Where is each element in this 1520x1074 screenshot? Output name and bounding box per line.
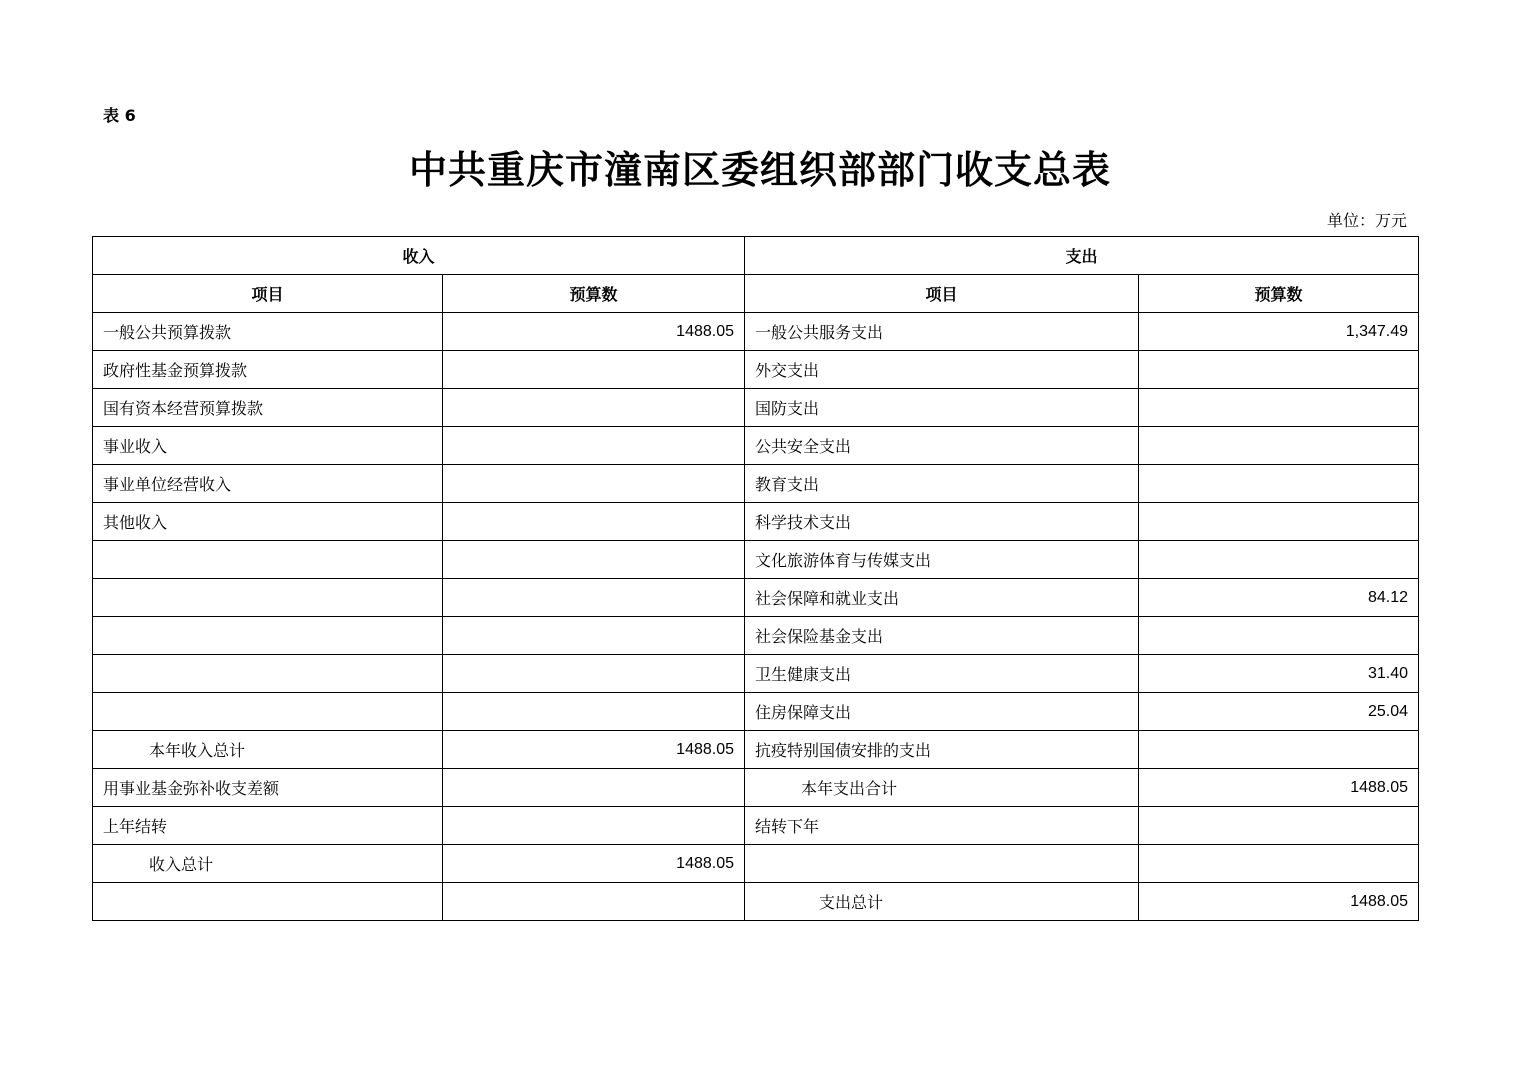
expense-item-cell: 教育支出 [745, 465, 1139, 503]
expense-budget-cell [1139, 845, 1419, 883]
expense-item-cell: 社会保障和就业支出 [745, 579, 1139, 617]
expense-subtotal-cell: 本年支出合计 [745, 769, 1139, 807]
income-group-header: 收入 [93, 237, 745, 275]
expense-budget-cell [1139, 617, 1419, 655]
income-budget-cell [443, 465, 745, 503]
unit-label: 单位：万元 [1326, 211, 1407, 230]
expense-budget-cell [1139, 807, 1419, 845]
expense-budget-cell: 1488.05 [1139, 769, 1419, 807]
table-row [93, 389, 1419, 427]
table-row [93, 617, 1419, 655]
income-item-cell: 政府性基金预算拨款 [93, 351, 443, 389]
income-item-cell: 上年结转 [93, 807, 443, 845]
expense-group-header: 支出 [745, 237, 1419, 275]
table-row [93, 351, 1419, 389]
income-item-cell: 用事业基金弥补收支差额 [93, 769, 443, 807]
income-item-cell [93, 693, 443, 731]
expense-item-cell: 国防支出 [745, 389, 1139, 427]
income-budget-cell [443, 883, 745, 921]
expense-budget-cell: 1,347.49 [1139, 313, 1419, 351]
table-row [93, 313, 1419, 351]
income-item-cell [93, 579, 443, 617]
income-item-cell: 事业收入 [93, 427, 443, 465]
expense-budget-cell: 84.12 [1139, 579, 1419, 617]
table-row [93, 655, 1419, 693]
income-item-cell: 国有资本经营预算拨款 [93, 389, 443, 427]
income-item-cell: 事业单位经营收入 [93, 465, 443, 503]
income-budget-cell [443, 541, 745, 579]
table-row [93, 541, 1419, 579]
income-budget-cell [443, 503, 745, 541]
income-item-cell [93, 541, 443, 579]
income-item-cell [93, 655, 443, 693]
expense-budget-cell [1139, 351, 1419, 389]
expense-item-cell: 卫生健康支出 [745, 655, 1139, 693]
expense-budget-cell [1139, 731, 1419, 769]
income-item-cell: 一般公共预算拨款 [93, 313, 443, 351]
expense-budget-cell [1139, 427, 1419, 465]
income-total-cell: 本年收入总计 [93, 731, 443, 769]
income-budget-header: 预算数 [443, 275, 745, 313]
table-row [93, 731, 1419, 769]
income-budget-cell [443, 769, 745, 807]
income-budget-cell: 1488.05 [443, 731, 745, 769]
expense-budget-cell [1139, 503, 1419, 541]
income-budget-cell: 1488.05 [443, 313, 745, 351]
table-row [93, 845, 1419, 883]
group-header-row [93, 237, 1419, 275]
table-row [93, 769, 1419, 807]
table-row [93, 503, 1419, 541]
income-grand-total-cell: 收入总计 [93, 845, 443, 883]
income-budget-cell [443, 655, 745, 693]
income-budget-cell [443, 351, 745, 389]
expense-budget-cell [1139, 541, 1419, 579]
expense-item-cell: 抗疫特别国债安排的支出 [745, 731, 1139, 769]
expense-budget-cell: 31.40 [1139, 655, 1419, 693]
expense-item-cell: 公共安全支出 [745, 427, 1139, 465]
income-budget-cell: 1488.05 [443, 845, 745, 883]
income-budget-cell [443, 617, 745, 655]
table-row [93, 807, 1419, 845]
income-budget-cell [443, 579, 745, 617]
income-item-cell [93, 617, 443, 655]
income-budget-cell [443, 427, 745, 465]
expense-item-cell: 结转下年 [745, 807, 1139, 845]
expense-budget-cell [1139, 465, 1419, 503]
expense-item-cell: 社会保险基金支出 [745, 617, 1139, 655]
expense-grand-total-cell: 支出总计 [745, 883, 1139, 921]
expense-item-cell: 科学技术支出 [745, 503, 1139, 541]
expense-item-cell: 外交支出 [745, 351, 1139, 389]
income-budget-cell [443, 693, 745, 731]
table-row [93, 693, 1419, 731]
income-budget-cell [443, 807, 745, 845]
expense-item-cell: 文化旅游体育与传媒支出 [745, 541, 1139, 579]
table-number-label: 表 6 [103, 106, 136, 125]
income-item-cell [93, 883, 443, 921]
document-title: 中共重庆市潼南区委组织部部门收支总表 [408, 148, 1111, 192]
expense-budget-cell: 1488.05 [1139, 883, 1419, 921]
income-expense-summary-table [92, 236, 1419, 921]
table-row [93, 883, 1419, 921]
income-item-header: 项目 [93, 275, 443, 313]
expense-item-header: 项目 [745, 275, 1139, 313]
table-row [93, 427, 1419, 465]
column-header-row [93, 275, 1419, 313]
expense-item-cell: 住房保障支出 [745, 693, 1139, 731]
income-budget-cell [443, 389, 745, 427]
expense-budget-cell: 25.04 [1139, 693, 1419, 731]
table-row [93, 579, 1419, 617]
table-row [93, 465, 1419, 503]
expense-item-cell [745, 845, 1139, 883]
expense-item-cell: 一般公共服务支出 [745, 313, 1139, 351]
expense-budget-cell [1139, 389, 1419, 427]
income-item-cell: 其他收入 [93, 503, 443, 541]
expense-budget-header: 预算数 [1139, 275, 1419, 313]
